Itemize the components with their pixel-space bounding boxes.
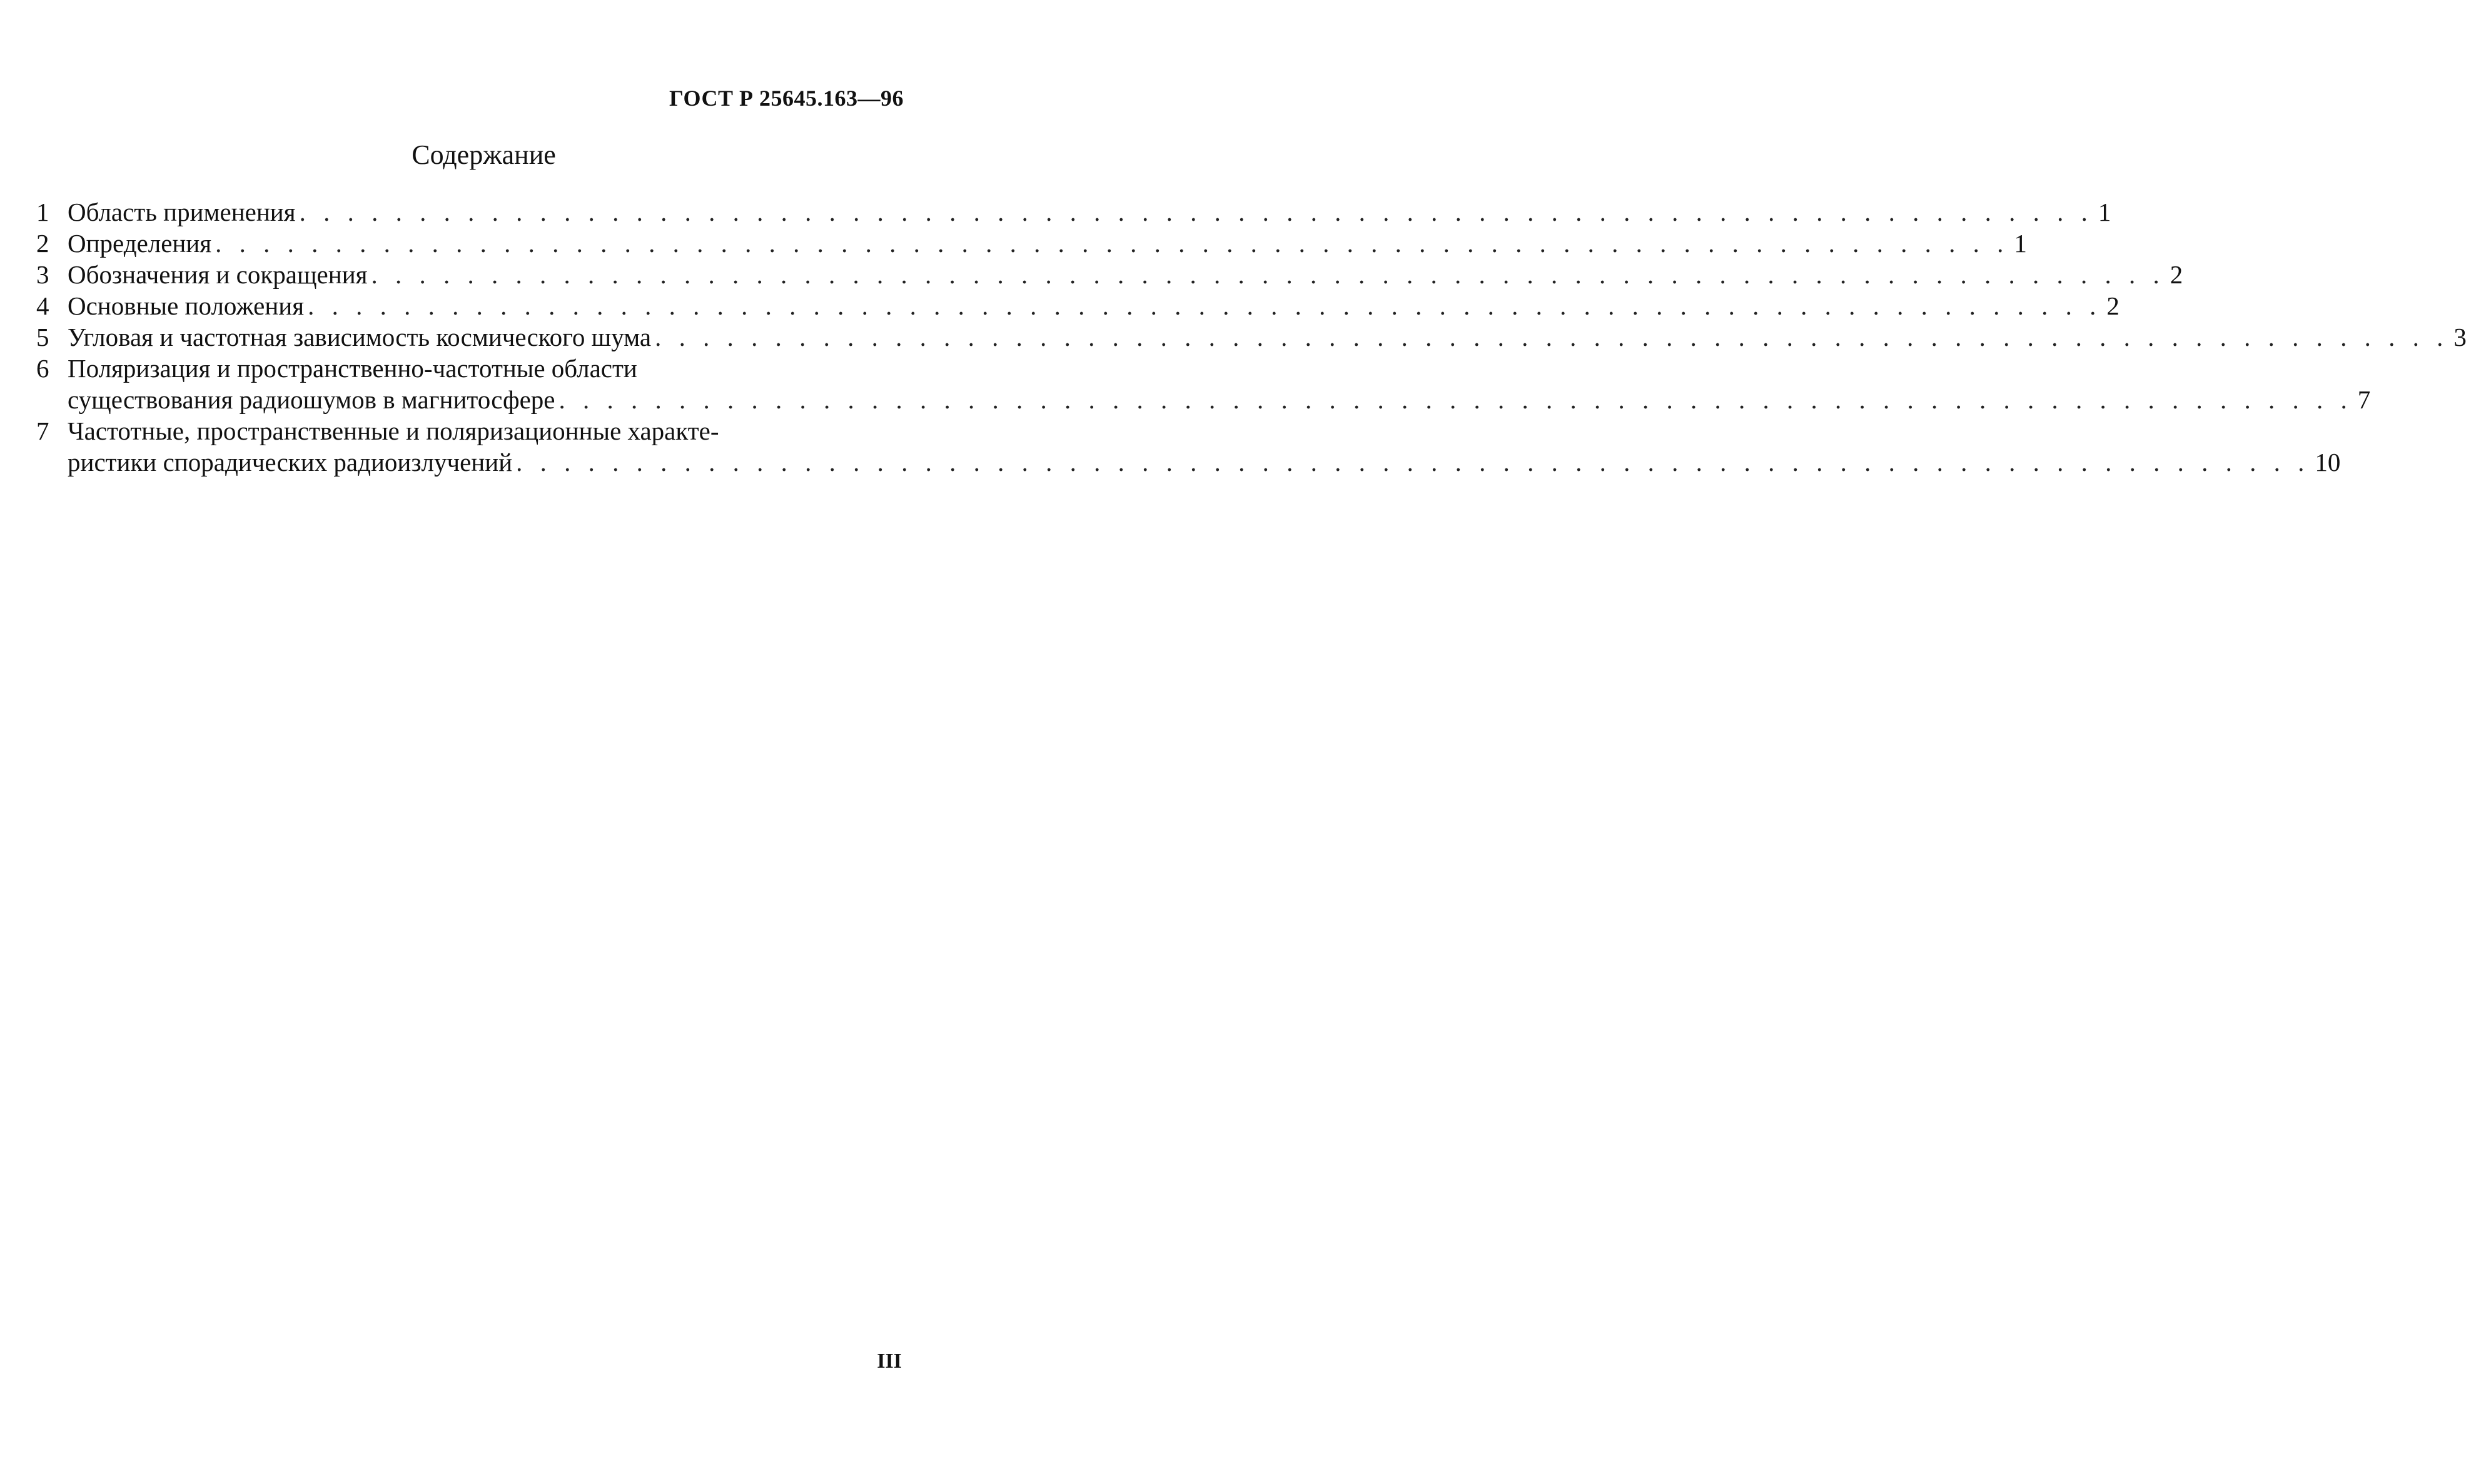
toc-item-title: Поляризация и пространственно-частотные области bbox=[68, 354, 637, 383]
toc-item[interactable] bbox=[36, 290, 2120, 321]
toc-item-title-continued: ристики спорадических радиоизлучений bbox=[68, 448, 513, 477]
toc-item[interactable] bbox=[36, 353, 2371, 415]
toc-dot-leader bbox=[371, 259, 2165, 290]
toc-item-number: 6 bbox=[36, 354, 49, 383]
toc-item-page: 2 bbox=[2170, 260, 2183, 289]
toc-item[interactable] bbox=[36, 259, 2183, 290]
toc-item-line bbox=[68, 321, 2491, 353]
toc-dot-leader bbox=[300, 196, 2093, 228]
toc-dot-leader bbox=[558, 384, 2352, 415]
toc-item-body bbox=[68, 415, 2352, 478]
toc-item-number: 2 bbox=[36, 229, 49, 258]
toc-item-number: 1 bbox=[36, 198, 49, 226]
toc-item-body bbox=[68, 259, 2208, 290]
toc-item-body bbox=[68, 353, 2395, 415]
toc-item[interactable] bbox=[36, 321, 2467, 353]
toc-item-page: 1 bbox=[2014, 229, 2027, 258]
toc-dot-leader bbox=[516, 447, 2310, 478]
toc-item-title: Частотные, пространственные и поляризационные характе- bbox=[68, 416, 719, 445]
toc-item-title: Определения bbox=[68, 229, 212, 258]
table-of-contents bbox=[36, 196, 2467, 478]
toc-item-number: 7 bbox=[36, 416, 49, 445]
toc-item-line bbox=[68, 290, 2144, 321]
toc-item-number: 4 bbox=[36, 291, 49, 320]
toc-item-body bbox=[68, 290, 2144, 321]
toc-item-line bbox=[68, 228, 2051, 259]
toc-item-line bbox=[68, 415, 2352, 447]
toc-item[interactable] bbox=[36, 415, 2341, 478]
toc-dot-leader bbox=[308, 290, 2101, 321]
toc-dot-leader bbox=[215, 228, 2009, 259]
toc-item[interactable] bbox=[36, 196, 2111, 228]
toc-item-page: 3 bbox=[2453, 323, 2467, 351]
toc-item-number: 3 bbox=[36, 260, 49, 289]
toc-item-body bbox=[68, 196, 2136, 228]
toc-item-body bbox=[68, 228, 2051, 259]
toc-item-line bbox=[68, 447, 2352, 478]
toc-item[interactable] bbox=[36, 228, 2027, 259]
page-number: III bbox=[877, 1350, 902, 1373]
toc-item-page: 2 bbox=[2106, 291, 2120, 320]
toc-item-title: Основные положения bbox=[68, 291, 305, 320]
toc-item-title: Область применения bbox=[68, 198, 296, 226]
toc-item-number: 5 bbox=[36, 323, 49, 351]
toc-item-page: 1 bbox=[2098, 198, 2111, 226]
toc-item-page: 7 bbox=[2357, 385, 2371, 414]
toc-item-line bbox=[68, 259, 2208, 290]
toc-item-body bbox=[68, 321, 2491, 353]
toc-title: Содержание bbox=[412, 139, 556, 170]
toc-item-page: 10 bbox=[2315, 448, 2341, 477]
document-code: ГОСТ Р 25645.163—96 bbox=[669, 86, 904, 111]
toc-item-line bbox=[68, 353, 2395, 384]
toc-dot-leader bbox=[655, 321, 2448, 353]
toc-item-line bbox=[68, 384, 2395, 415]
toc-item-title: Обозначения и сокращения bbox=[68, 260, 368, 289]
toc-item-line bbox=[68, 196, 2136, 228]
toc-item-title: Угловая и частотная зависимость космического шума bbox=[68, 323, 652, 351]
toc-item-title-continued: существования радиошумов в магнитосфере bbox=[68, 385, 555, 414]
